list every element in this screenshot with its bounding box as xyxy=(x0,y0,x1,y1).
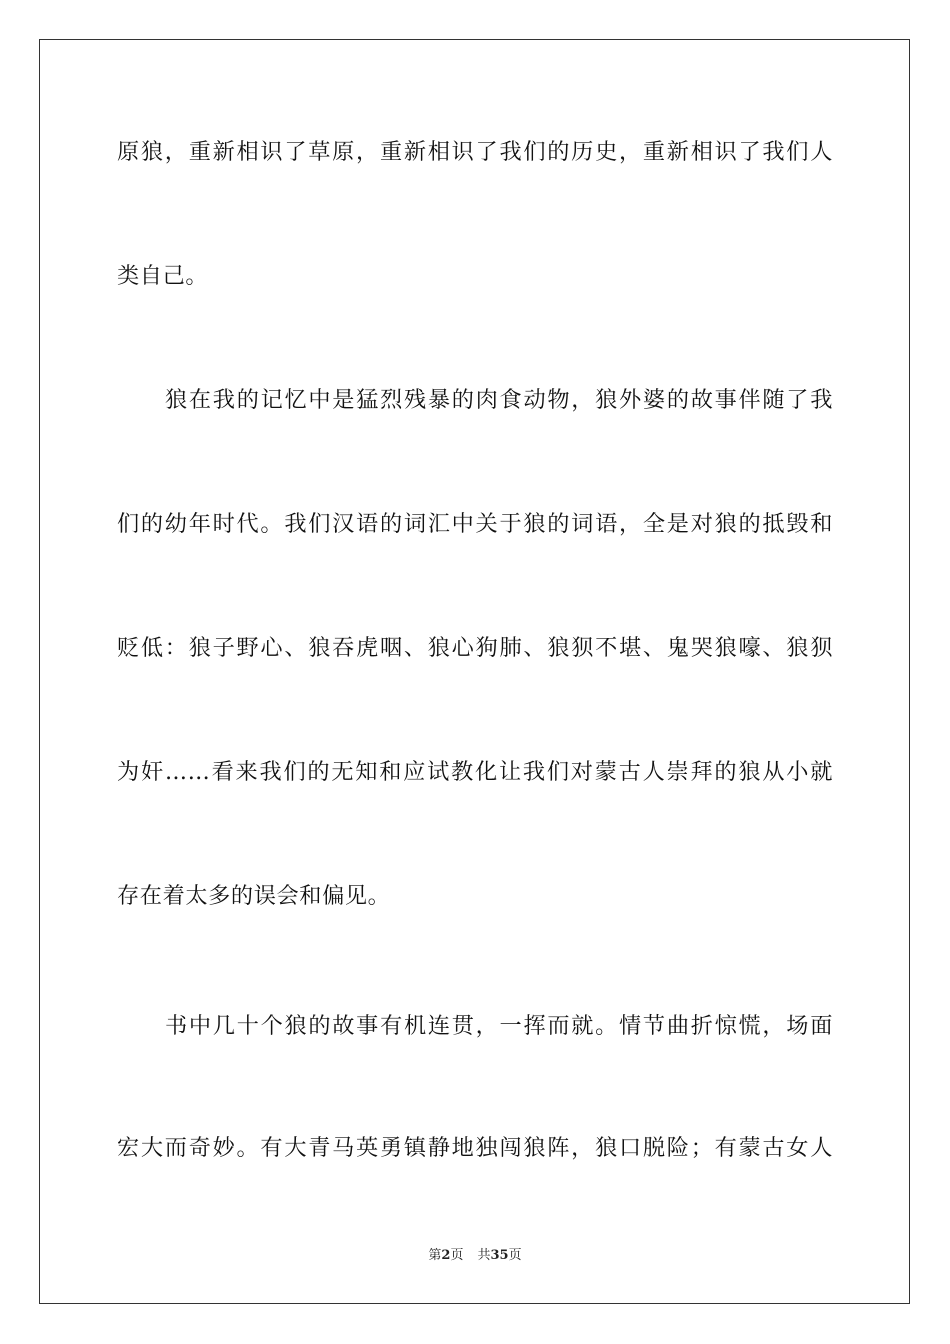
text-line-9: 宏大而奇妙。有大青马英勇镇静地独闯狼阵，狼口脱险；有蒙古女人 xyxy=(117,1135,833,1161)
total-pages: 35 xyxy=(490,1248,509,1263)
text-line-3: 狼在我的记忆中是猛烈残暴的肉食动物，狼外婆的故事伴随了我 xyxy=(165,387,833,413)
text-line-8: 书中几十个狼的故事有机连贯，一挥而就。情节曲折惊慌，场面 xyxy=(165,1013,833,1039)
total-suffix: 页 xyxy=(508,1248,522,1263)
text-line-5: 贬低：狼子野心、狼吞虎咽、狼心狗肺、狼狈不堪、鬼哭狼嚎、狼狈 xyxy=(117,635,833,661)
page-suffix: 页 xyxy=(450,1248,464,1263)
text-line-6: 为奸……看来我们的无知和应试教化让我们对蒙古人崇拜的狼从小就 xyxy=(117,759,833,785)
text-line-1: 原狼，重新相识了草原，重新相识了我们的历史，重新相识了我们人 xyxy=(117,139,833,165)
text-line-4: 们的幼年时代。我们汉语的词汇中关于狼的词语，全是对狼的抵毁和 xyxy=(117,511,833,537)
text-line-2: 类自己。 xyxy=(117,263,209,289)
text-line-7: 存在着太多的误会和偏见。 xyxy=(117,883,391,909)
page-footer xyxy=(0,1247,950,1265)
page-prefix: 第 xyxy=(428,1248,442,1263)
page-border xyxy=(39,39,910,1304)
total-prefix: 共 xyxy=(477,1248,491,1263)
page-number: 2 xyxy=(441,1248,451,1263)
